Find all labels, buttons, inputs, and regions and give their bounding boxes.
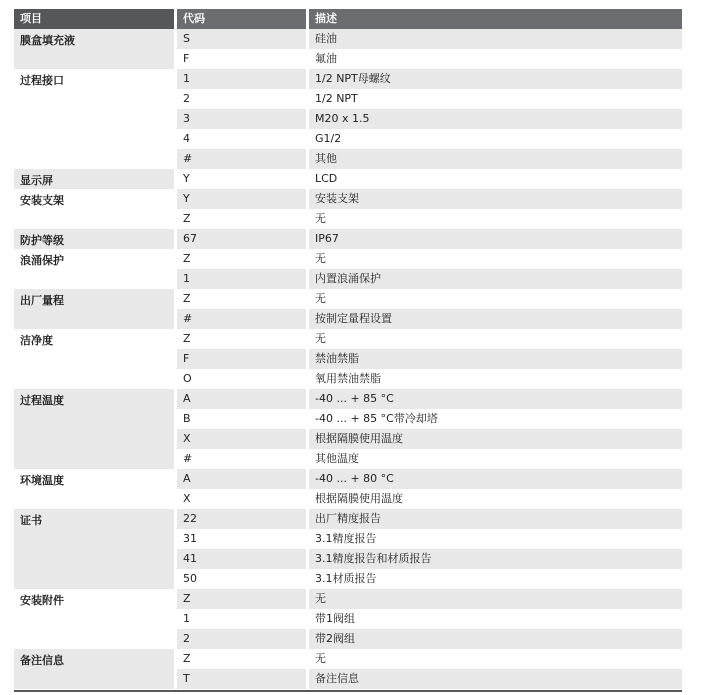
description-cell: M20 x 1.5	[309, 109, 682, 129]
description-cell: 备注信息	[309, 669, 682, 689]
code-cell: 4	[183, 132, 190, 145]
description-cell: 其他	[309, 149, 682, 169]
code-cell: Z	[183, 212, 191, 225]
code-cell: S	[177, 29, 306, 49]
description-cell: 根据隔膜使用温度	[315, 492, 403, 505]
header-description: 描述	[309, 9, 682, 29]
description-cell: G1/2	[315, 132, 342, 145]
item-label: 过程温度	[14, 389, 174, 469]
description-cell: 硅油	[309, 29, 682, 49]
description-cell: 无	[315, 212, 326, 225]
description-cell: 安装支架	[309, 189, 682, 209]
code-cell: B	[183, 412, 191, 425]
description-cell: 无	[315, 652, 326, 665]
code-cell: Z	[183, 292, 191, 305]
header-item: 项目	[14, 9, 174, 29]
item-label: 显示屏	[14, 169, 174, 189]
item-label: 证书	[14, 509, 174, 589]
code-cell: 1	[183, 612, 190, 625]
item-label: 安装支架	[14, 189, 174, 229]
item-label: 过程接口	[14, 69, 174, 169]
description-cell: 氧用禁油禁脂	[315, 372, 381, 385]
code-cell: Z	[183, 332, 191, 345]
description-cell: 其他温度	[315, 452, 359, 465]
description-cell: -40 ... + 85 °C带冷却塔	[315, 412, 438, 425]
description-cell: LCD	[315, 172, 338, 185]
code-cell: 22	[177, 509, 306, 529]
table-body	[14, 29, 682, 692]
description-cell: 1/2 NPT母螺纹	[309, 69, 682, 89]
code-cell: A	[177, 469, 306, 489]
description-cell: 禁油禁脂	[309, 349, 682, 369]
description-cell: 氟油	[315, 52, 337, 65]
code-cell: Z	[183, 652, 191, 665]
description-cell: 带1阀组	[315, 612, 355, 625]
code-cell: F	[177, 349, 306, 369]
description-cell: 无	[315, 252, 326, 265]
description-cell: IP67	[309, 229, 682, 249]
description-cell: -40 ... + 80 °C	[309, 469, 682, 489]
header-code: 代码	[177, 9, 306, 29]
code-cell: 50	[183, 572, 197, 585]
code-cell: O	[183, 372, 192, 385]
code-cell: #	[177, 149, 306, 169]
code-cell: Z	[183, 252, 191, 265]
description-cell: 内置浪涌保护	[309, 269, 682, 289]
description-cell: -40 ... + 85 °C	[309, 389, 682, 409]
item-label: 备注信息	[14, 649, 174, 689]
code-cell: Y	[183, 172, 190, 185]
code-cell: 31	[183, 532, 197, 545]
description-cell: 3.1材质报告	[315, 572, 377, 585]
item-label: 安装附件	[14, 589, 174, 649]
description-cell: 按制定量程设置	[309, 309, 682, 329]
code-cell: 1	[177, 269, 306, 289]
description-cell: 带2阀组	[309, 629, 682, 649]
description-cell: 3.1精度报告	[315, 532, 377, 545]
code-cell: X	[177, 429, 306, 449]
description-cell: 1/2 NPT	[315, 92, 358, 105]
item-label: 环境温度	[14, 469, 174, 509]
code-cell: 1	[177, 69, 306, 89]
code-cell: 2	[177, 629, 306, 649]
code-cell: 2	[183, 92, 190, 105]
code-cell: 67	[177, 229, 306, 249]
item-label: 出厂量程	[14, 289, 174, 329]
code-cell: Z	[177, 589, 306, 609]
code-cell: T	[177, 669, 306, 689]
code-cell: 41	[177, 549, 306, 569]
code-cell: X	[183, 492, 191, 505]
code-cell: Y	[177, 189, 306, 209]
code-cell: #	[177, 309, 306, 329]
description-cell: 根据隔膜使用温度	[309, 429, 682, 449]
code-cell: #	[183, 452, 193, 465]
description-cell: 无	[309, 589, 682, 609]
item-label: 膜盒填充液	[14, 29, 174, 69]
description-cell: 3.1精度报告和材质报告	[309, 549, 682, 569]
item-label: 防护等级	[14, 229, 174, 249]
description-cell: 无	[315, 292, 326, 305]
code-cell: F	[183, 52, 190, 65]
table-bottom-rule	[14, 690, 682, 692]
description-cell: 无	[315, 332, 326, 345]
description-cell: 出厂精度报告	[309, 509, 682, 529]
item-label: 浪涌保护	[14, 249, 174, 289]
code-cell: 3	[177, 109, 306, 129]
table-header	[14, 9, 682, 29]
item-label: 洁净度	[14, 329, 174, 389]
code-cell: A	[177, 389, 306, 409]
order-code-table	[14, 9, 682, 692]
